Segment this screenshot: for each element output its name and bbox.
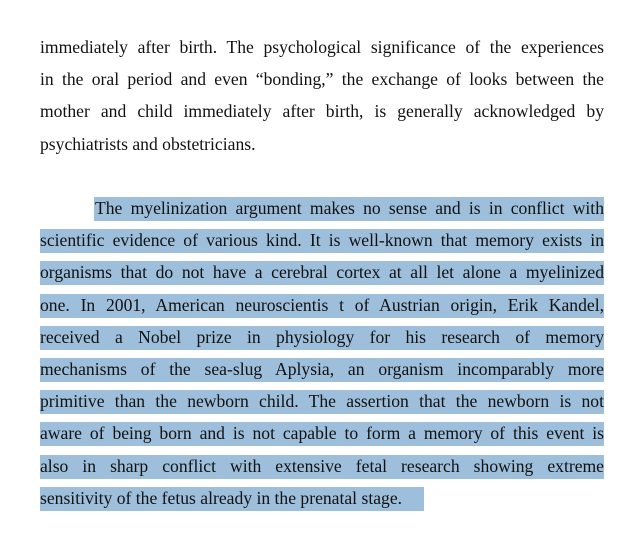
selected-line[interactable]: [40, 224, 604, 256]
paragraph-1-line: in the oral period and even “bonding,” the exchange of looks between the: [40, 69, 604, 90]
selected-line[interactable]: [40, 450, 604, 482]
selected-line-text: scientific evidence of various kind. It is well-known that memory exists in: [40, 230, 604, 251]
paragraph-1-line: psychiatrists and obstetricians.: [40, 133, 256, 154]
selected-line-text: organisms that do not have a cerebral cortex at all let alone a myelinized: [40, 262, 604, 283]
selected-line[interactable]: [40, 385, 604, 417]
selected-line[interactable]: [40, 192, 604, 224]
paragraph-2-selected[interactable]: [40, 192, 604, 514]
selected-line-text: aware of being born and is not capable to form a memory of this event is: [40, 423, 604, 444]
selected-line-text: primitive than the newborn child. The assertion that the newborn is not: [40, 391, 604, 412]
paragraph-1-line: mother and child immediately after birth, is generally acknowledged by: [40, 101, 604, 122]
selected-line[interactable]: [40, 417, 604, 449]
selected-line[interactable]: [40, 353, 604, 385]
selected-line-text: received a Nobel prize in physiology for his research of memory: [40, 326, 604, 347]
selected-line[interactable]: [40, 289, 604, 321]
selected-line-text: sensitivity of the fetus already in the prenatal stage.: [40, 487, 403, 508]
selected-line-text: also in sharp conflict with extensive fetal research showing extreme: [40, 455, 604, 476]
selected-line-text: mechanisms of the sea-slug Aplysia, an organism incomparably more: [40, 358, 604, 379]
paragraph-1: [40, 31, 604, 160]
selected-line[interactable]: [40, 482, 604, 514]
selected-line[interactable]: [40, 256, 604, 288]
selected-line[interactable]: [40, 321, 604, 353]
selected-line-text: The myelinization argument makes no sense and is in conflict with: [95, 198, 604, 218]
paragraph-1-line: immediately after birth. The psychological significance of the experiences: [40, 37, 604, 57]
selected-line-text: one. In 2001, American neuroscientis t of Austrian origin, Erik Kandel,: [40, 294, 604, 315]
